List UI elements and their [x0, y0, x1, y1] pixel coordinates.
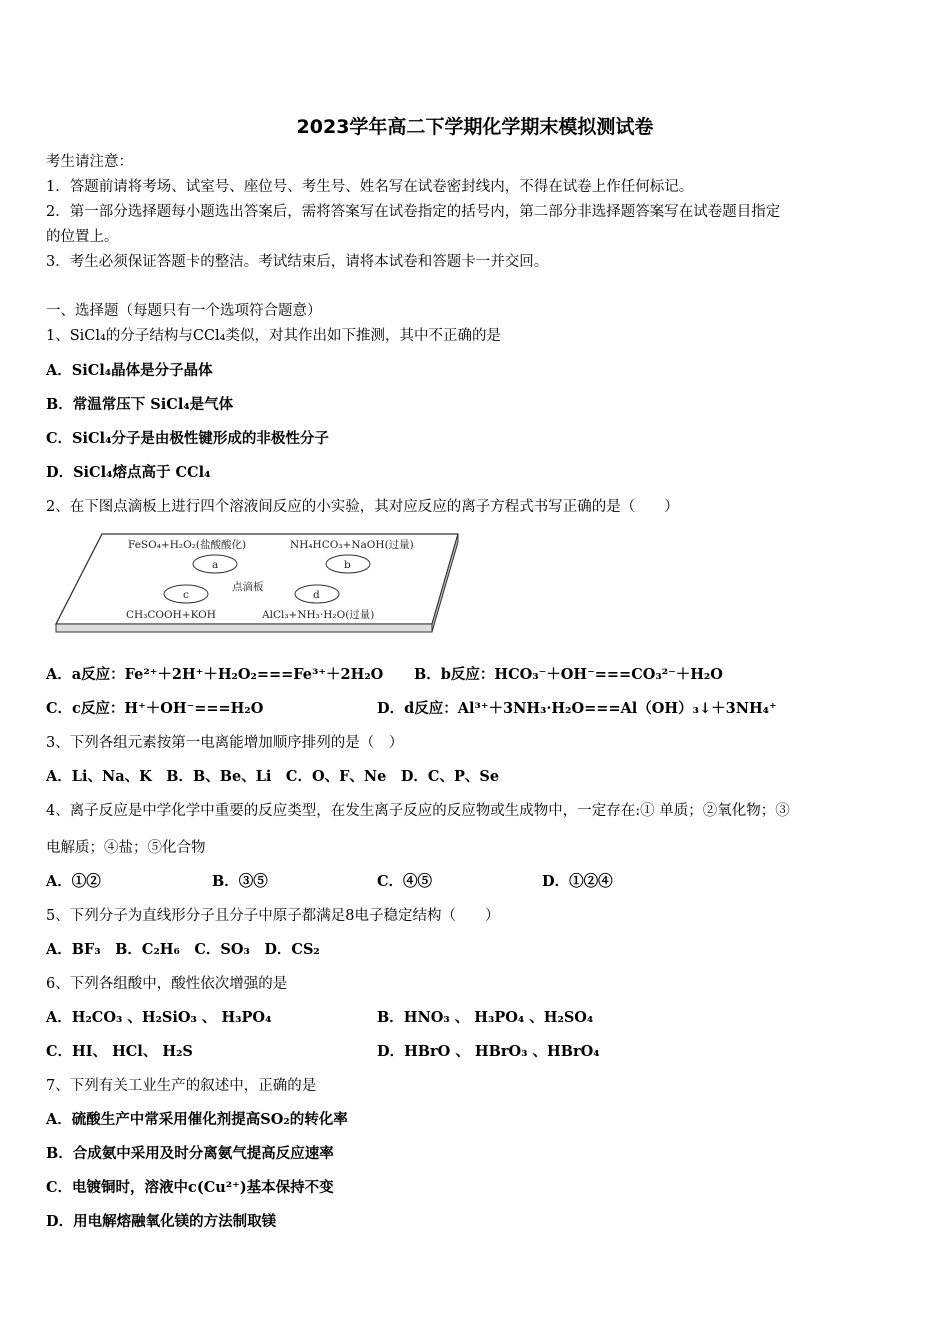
diagram-label-a-reaction: FeSO₄+H₂O₂(盐酸酸化): [128, 539, 247, 551]
q1-option-c: C．SiCl₄分子是由极性键形成的非极性分子: [46, 430, 329, 447]
diagram-label-b-reaction: NH₄HCO₃+NaOH(过量): [290, 539, 414, 551]
q6-option-b: B．HNO₃ 、 H₃PO₄ 、H₂SO₄: [377, 1009, 594, 1026]
q4-option-c: C．④⑤: [377, 873, 433, 890]
spot-plate-diagram: [52, 528, 462, 640]
q4-option-a: A．①②: [46, 873, 101, 890]
notice-item: 2．第一部分选择题每小题选出答案后，需将答案写在试卷指定的括号内，第二部分非选择题答案写在试卷题目指定: [46, 204, 781, 220]
q1-stem: 1、SiCl₄的分子结构与CCl₄类似，对其作出如下推测，其中不正确的是: [46, 328, 501, 344]
q2-option-a: A．a反应：Fe²⁺＋2H⁺＋H₂O₂===Fe³⁺＋2H₂O: [46, 666, 384, 683]
diagram-label-c-reaction: CH₃COOH+KOH: [126, 609, 216, 621]
well-a-label: a: [212, 559, 219, 571]
section-heading: 一、选择题（每题只有一个选项符合题意）: [46, 303, 322, 319]
q4-stem-cont: 电解质；④盐；⑤化合物: [46, 840, 206, 856]
q6-option-d: D．HBrO 、 HBrO₃ 、HBrO₄: [377, 1043, 600, 1060]
q1-option-a: A．SiCl₄晶体是分子晶体: [46, 362, 213, 379]
q1-option-d: D．SiCl₄熔点高于 CCl₄: [46, 464, 211, 481]
well-d-label: d: [313, 589, 320, 601]
q5-stem: 5、下列分子为直线形分子且分子中原子都满足8电子稳定结构（ ）: [46, 908, 500, 924]
q3-options: A．Li、Na、K B．B、Be、Li C．O、F、Ne D．C、P、Se: [46, 768, 500, 785]
notice-item: 1．答题前请将考场、试室号、座位号、考生号、姓名写在试卷密封线内，不得在试卷上作任何标记。: [46, 179, 694, 195]
diagram-center-label: 点滴板: [232, 581, 264, 593]
notice-head: 考生请注意：: [46, 154, 133, 170]
q7-stem: 7、下列有关工业生产的叙述中，正确的是: [46, 1078, 317, 1094]
diagram-label-d-reaction: AlCl₃+NH₃·H₂O(过量): [262, 609, 375, 621]
q4-stem: 4、离子反应是中学化学中重要的反应类型，在发生离子反应的反应物或生成物中，一定存在:① 单质；②氧化物；③: [46, 803, 790, 819]
notice-item: 的位置上。: [46, 229, 119, 245]
well-b-label: b: [344, 559, 351, 571]
q6-stem: 6、下列各组酸中，酸性依次增强的是: [46, 976, 288, 992]
q7-option-d: D．用电解熔融氧化镁的方法制取镁: [46, 1213, 277, 1230]
q7-option-b: B．合成氨中采用及时分离氨气提高反应速率: [46, 1145, 334, 1162]
q6-option-c: C．HI、 HCl、 H₂S: [46, 1043, 193, 1060]
q5-options: A．BF₃ B．C₂H₆ C．SO₃ D．CS₂: [46, 941, 320, 958]
q7-option-a: A．硫酸生产中常采用催化剂提高SO₂的转化率: [46, 1111, 348, 1128]
page-title: 2023学年高二下学期化学期末模拟测试卷: [296, 116, 654, 138]
q3-stem: 3、下列各组元素按第一电离能增加顺序排列的是（ ）: [46, 735, 404, 751]
q2-option-c: C．c反应：H⁺＋OH⁻===H₂O: [46, 700, 264, 717]
q6-option-a: A．H₂CO₃ 、H₂SiO₃ 、 H₃PO₄: [46, 1009, 272, 1026]
q7-option-c: C．电镀铜时，溶液中c(Cu²⁺)基本保持不变: [46, 1179, 334, 1196]
q2-stem: 2、在下图点滴板上进行四个溶液间反应的小实验，其对应反应的离子方程式书写正确的是（ ）: [46, 499, 679, 515]
q4-option-b: B．③⑤: [212, 873, 268, 890]
q1-option-b: B．常温常压下 SiCl₄是气体: [46, 396, 234, 413]
q2-option-d: D．d反应：Al³⁺＋3NH₃·H₂O===Al（OH）₃↓＋3NH₄⁺: [377, 700, 777, 717]
q2-option-b: B．b反应：HCO₃⁻＋OH⁻===CO₃²⁻＋H₂O: [414, 666, 723, 683]
q4-option-d: D．①②④: [542, 873, 613, 890]
well-c-label: c: [183, 589, 189, 601]
notice-item: 3．考生必须保证答题卡的整洁。考试结束后，请将本试卷和答题卡一并交回。: [46, 254, 549, 270]
